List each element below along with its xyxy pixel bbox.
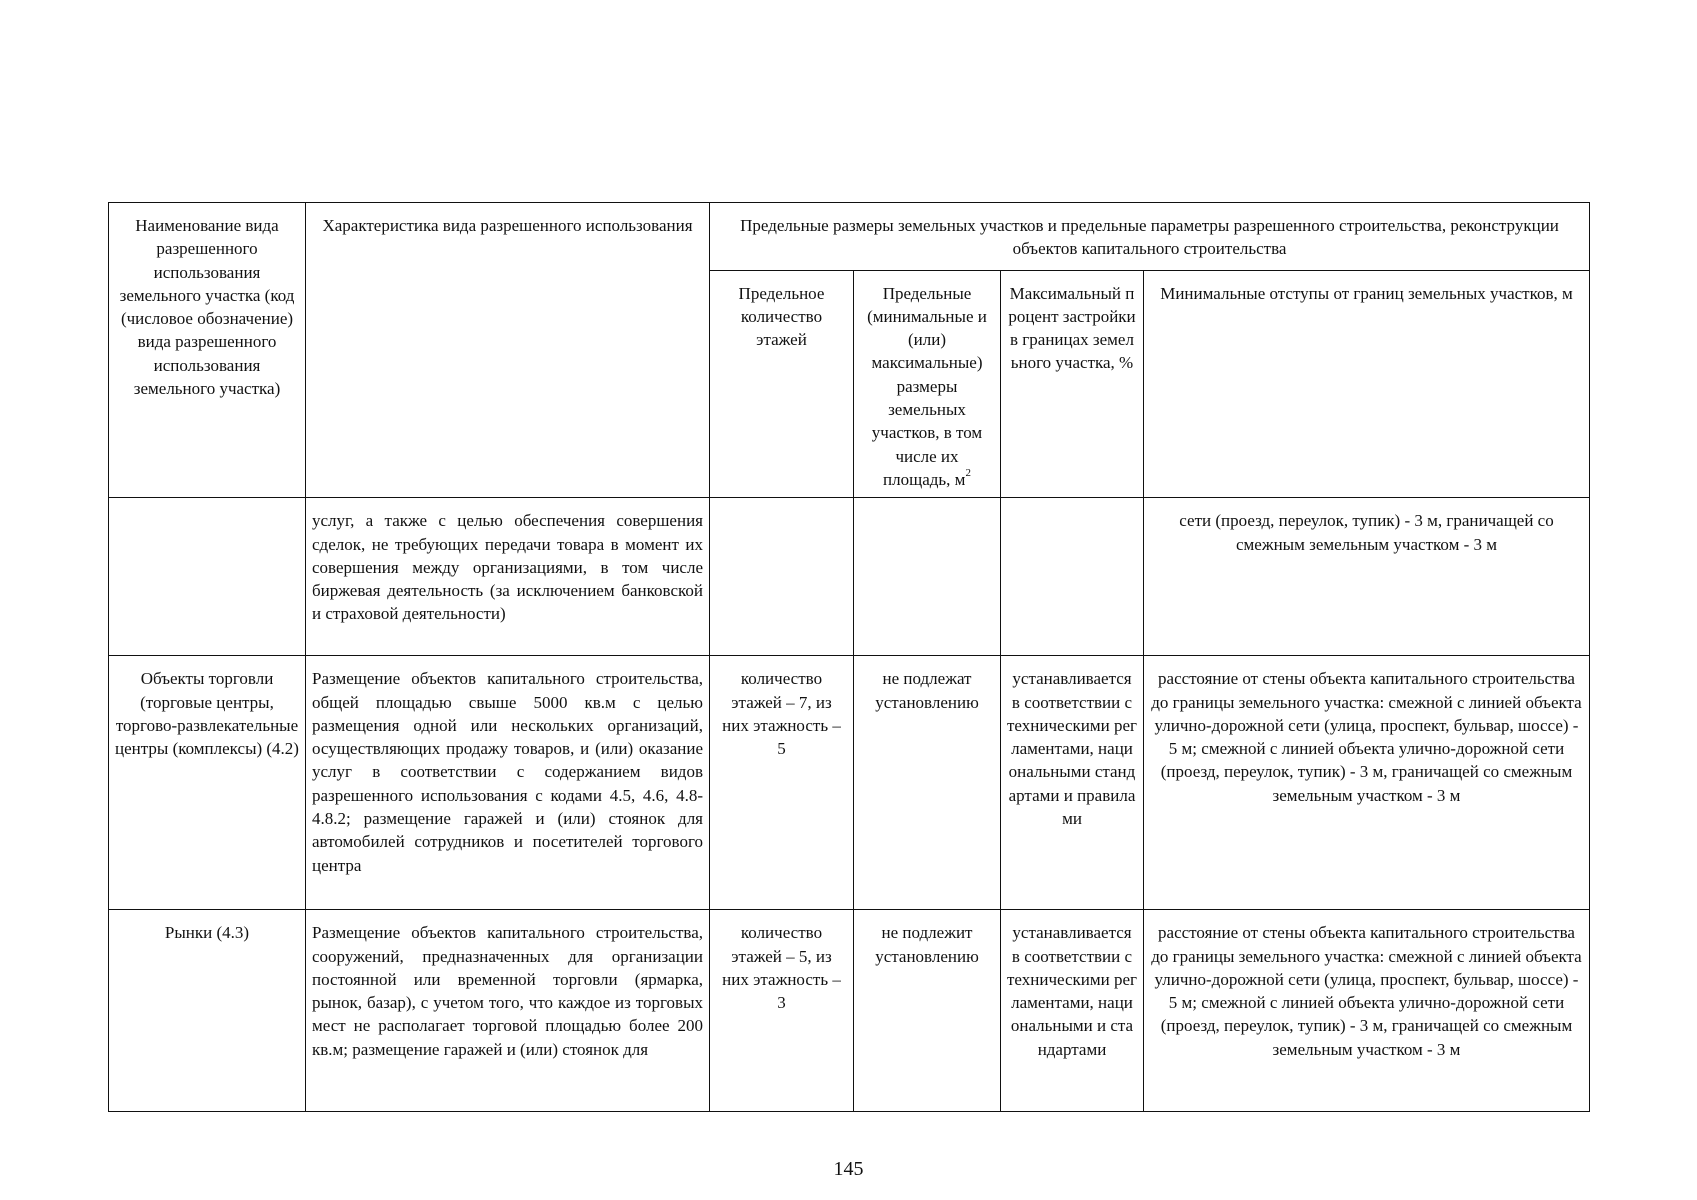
cell-floors: количество этажей – 5, из них этажность – 3 — [710, 910, 854, 1112]
cell-land-use-name — [109, 498, 306, 656]
cell-land-use-name: Рынки (4.3) — [109, 910, 306, 1112]
cell-description: услуг, а также с целью обеспечения совершения сделок, не требующих передачи товара в момент их совершения между организациями, в том числе биржевая деятельность (за исключением банковской и страховой деятельности) — [306, 498, 710, 656]
cell-build-percent: устанавливается в соответствии с техническими регламентами, национальными стандартами и правилами — [1001, 656, 1144, 910]
cell-build-percent: устанавливается в соответствии с техническими регламентами, национальными и стандартами — [1001, 910, 1144, 1112]
table-row — [109, 656, 1590, 910]
cell-description: Размещение объектов капитального строительства, сооружений, предназначенных для организации постоянной или временной торговли (ярмарка, рынок, базар), с учетом того, что каждое из торговых мест не располагает торговой площадью более 200 кв.м; размещение гаражей и (или) стоянок для — [306, 910, 710, 1112]
header-land-use-name: Наименование вида разрешенного использования земельного участка (код (числовое обозначение) вида разрешенного использования земельного участка) — [109, 203, 306, 498]
header-row-1 — [109, 203, 1590, 271]
cell-plot-area: не подлежит установлению — [854, 910, 1001, 1112]
land-use-regulations-table — [108, 202, 1590, 1112]
header-max-floors: Предельное количество этажей — [710, 270, 854, 498]
cell-setbacks: сети (проезд, переулок, тупик) - 3 м, граничащей со смежным земельным участком - 3 м — [1144, 498, 1590, 656]
header-plot-sizes-text: Предельные (минимальные и (или) максимальные) размеры земельных участков, в том числе их площадь, м — [867, 283, 987, 489]
cell-floors: количество этажей – 7, из них этажность – 5 — [710, 656, 854, 910]
header-limits-group: Предельные размеры земельных участков и предельные параметры разрешенного строительства, реконструкции объектов капитального строительства — [710, 203, 1590, 271]
cell-land-use-name: Объекты торговли (торговые центры, торгово-развлекательные центры (комплексы) (4.2) — [109, 656, 306, 910]
header-min-setbacks: Минимальные отступы от границ земельных участков, м — [1144, 270, 1590, 498]
cell-setbacks: расстояние от стены объекта капитального строительства до границы земельного участка: смежной с линией объекта улично-дорожной сети (улица, проспект, бульвар, шоссе) - 5 м; смежной с линией объекта улично-дорожной сети (проезд, переулок, тупик) - 3 м, граничащей со смежным земельным участком - 3 м — [1144, 910, 1590, 1112]
table-row — [109, 498, 1590, 656]
cell-floors — [710, 498, 854, 656]
cell-setbacks: расстояние от стены объекта капитального строительства до границы земельного участка: смежной с линией объекта улично-дорожной сети (улица, проспект, бульвар, шоссе) - 5 м; смежной с линией объекта улично-дорожной сети (проезд, переулок, тупик) - 3 м, граничащей со смежным земельным участком - 3 м — [1144, 656, 1590, 910]
cell-build-percent — [1001, 498, 1144, 656]
header-plot-sizes — [854, 270, 1001, 498]
table-row — [109, 910, 1590, 1112]
header-land-use-characteristic: Характеристика вида разрешенного использования — [306, 203, 710, 498]
header-plot-sizes-superscript: 2 — [965, 467, 971, 480]
cell-plot-area — [854, 498, 1001, 656]
cell-description: Размещение объектов капитального строительства, общей площадью свыше 5000 кв.м с целью размещения одной или нескольких организаций, осуществляющих продажу товаров, и (или) оказание услуг в соответствии с содержанием видов разрешенного использования с кодами 4.5, 4.6, 4.8-4.8.2; размещение гаражей и (или) стоянок для автомобилей сотрудников и посетителей торгового центра — [306, 656, 710, 910]
cell-plot-area: не подлежат установлению — [854, 656, 1001, 910]
page-number: 145 — [833, 1158, 864, 1180]
header-max-build-percent: Максимальный процент застройки в границах земельного участка, % — [1001, 270, 1144, 498]
